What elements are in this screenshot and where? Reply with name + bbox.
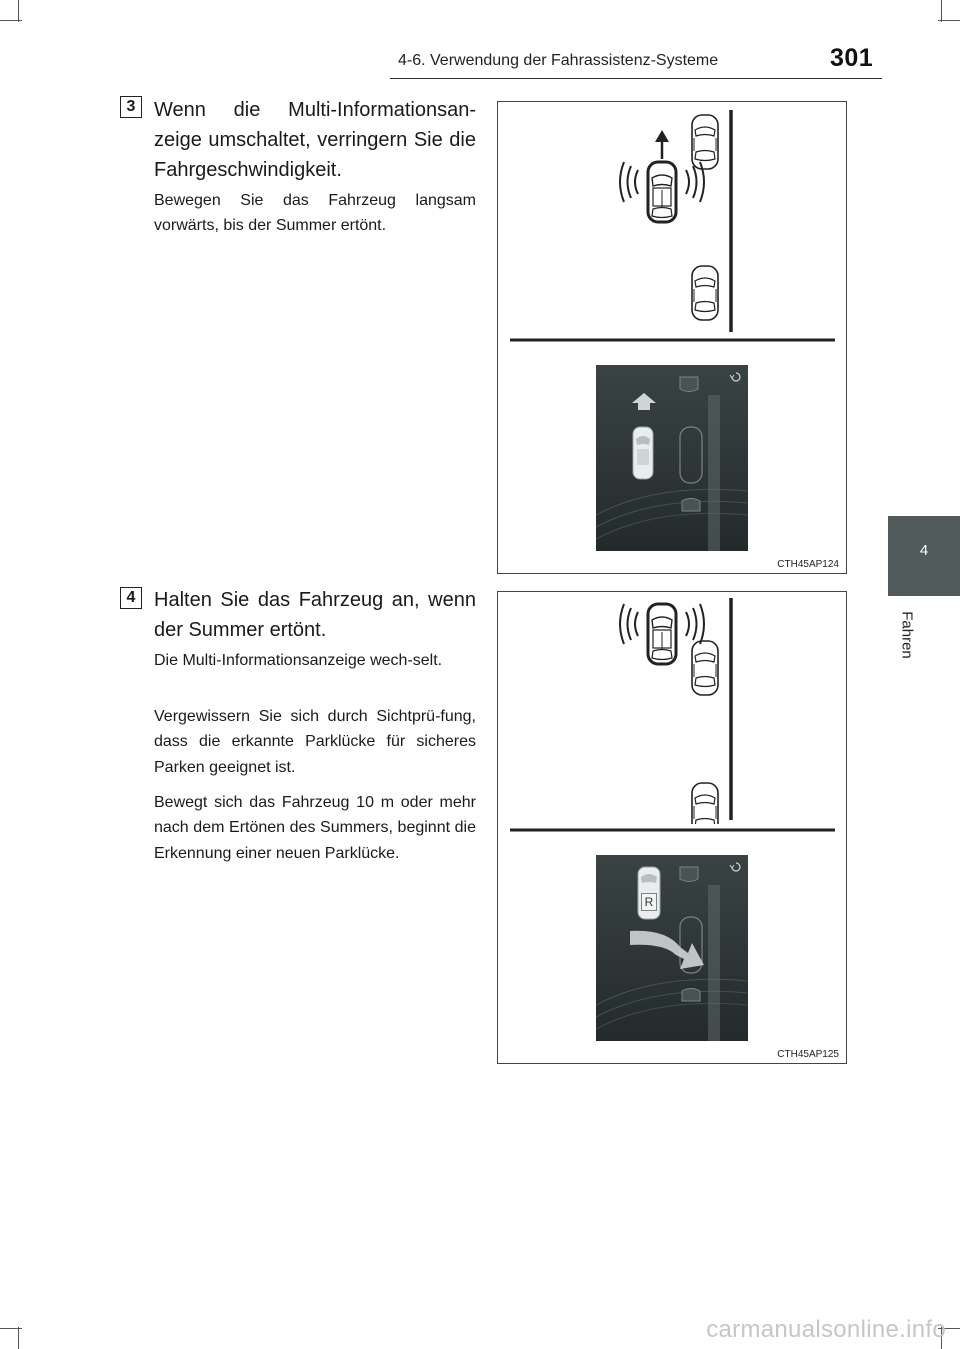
crop-mark bbox=[18, 0, 19, 22]
crop-mark bbox=[0, 1328, 22, 1329]
step-paragraph: Bewegen Sie das Fahrzeug langsam vorwärts, bis der Summer ertönt. bbox=[154, 192, 476, 235]
figure-step-3 bbox=[497, 101, 847, 574]
figure-code: CTH45AP124 bbox=[777, 559, 839, 570]
crop-mark bbox=[941, 0, 942, 22]
step-paragraph: Bewegt sich das Fahrzeug 10 m oder mehr nach dem Ertönen des Summers, beginnt die Erkennung einer neuen Parklücke. bbox=[154, 794, 476, 862]
chapter-number: 4 bbox=[919, 542, 929, 559]
section-title: 4-6. Verwendung der Fahrassistenz-Systeme bbox=[398, 52, 719, 69]
crop-mark bbox=[0, 20, 22, 21]
step-paragraph: Die Multi-Informationsanzeige wech-selt. bbox=[154, 652, 443, 669]
gear-indicator: R bbox=[641, 893, 657, 911]
chapter-tab bbox=[888, 516, 960, 596]
step-paragraph: Vergewissern Sie sich durch Sichtprü-fung, dass die erkannte Parklücke für sicheres Parken geeignet ist. bbox=[154, 708, 476, 776]
crop-mark bbox=[18, 1327, 19, 1349]
chapter-title-text: Fahren bbox=[898, 611, 916, 659]
crop-mark bbox=[938, 20, 960, 21]
display-graphic bbox=[596, 855, 748, 1041]
step-title: Wenn die Multi-Informationsan-zeige umschaltet, verringern Sie die Fahrgeschwindigkeit. bbox=[154, 99, 476, 181]
step-number-badge: 3 bbox=[120, 96, 142, 118]
figure-step-4 bbox=[497, 591, 847, 1064]
multi-information-display bbox=[596, 855, 748, 1041]
step-title: Halten Sie das Fahrzeug an, wenn der Summer ertönt. bbox=[154, 589, 476, 641]
figure-code: CTH45AP125 bbox=[777, 1049, 839, 1060]
step-number-badge: 4 bbox=[120, 587, 142, 609]
page-number: 301 bbox=[830, 44, 874, 72]
header-divider bbox=[390, 78, 882, 79]
multi-information-display bbox=[596, 365, 748, 551]
chapter-title bbox=[895, 603, 919, 667]
watermark: carmanualsonline.info bbox=[706, 1316, 946, 1343]
